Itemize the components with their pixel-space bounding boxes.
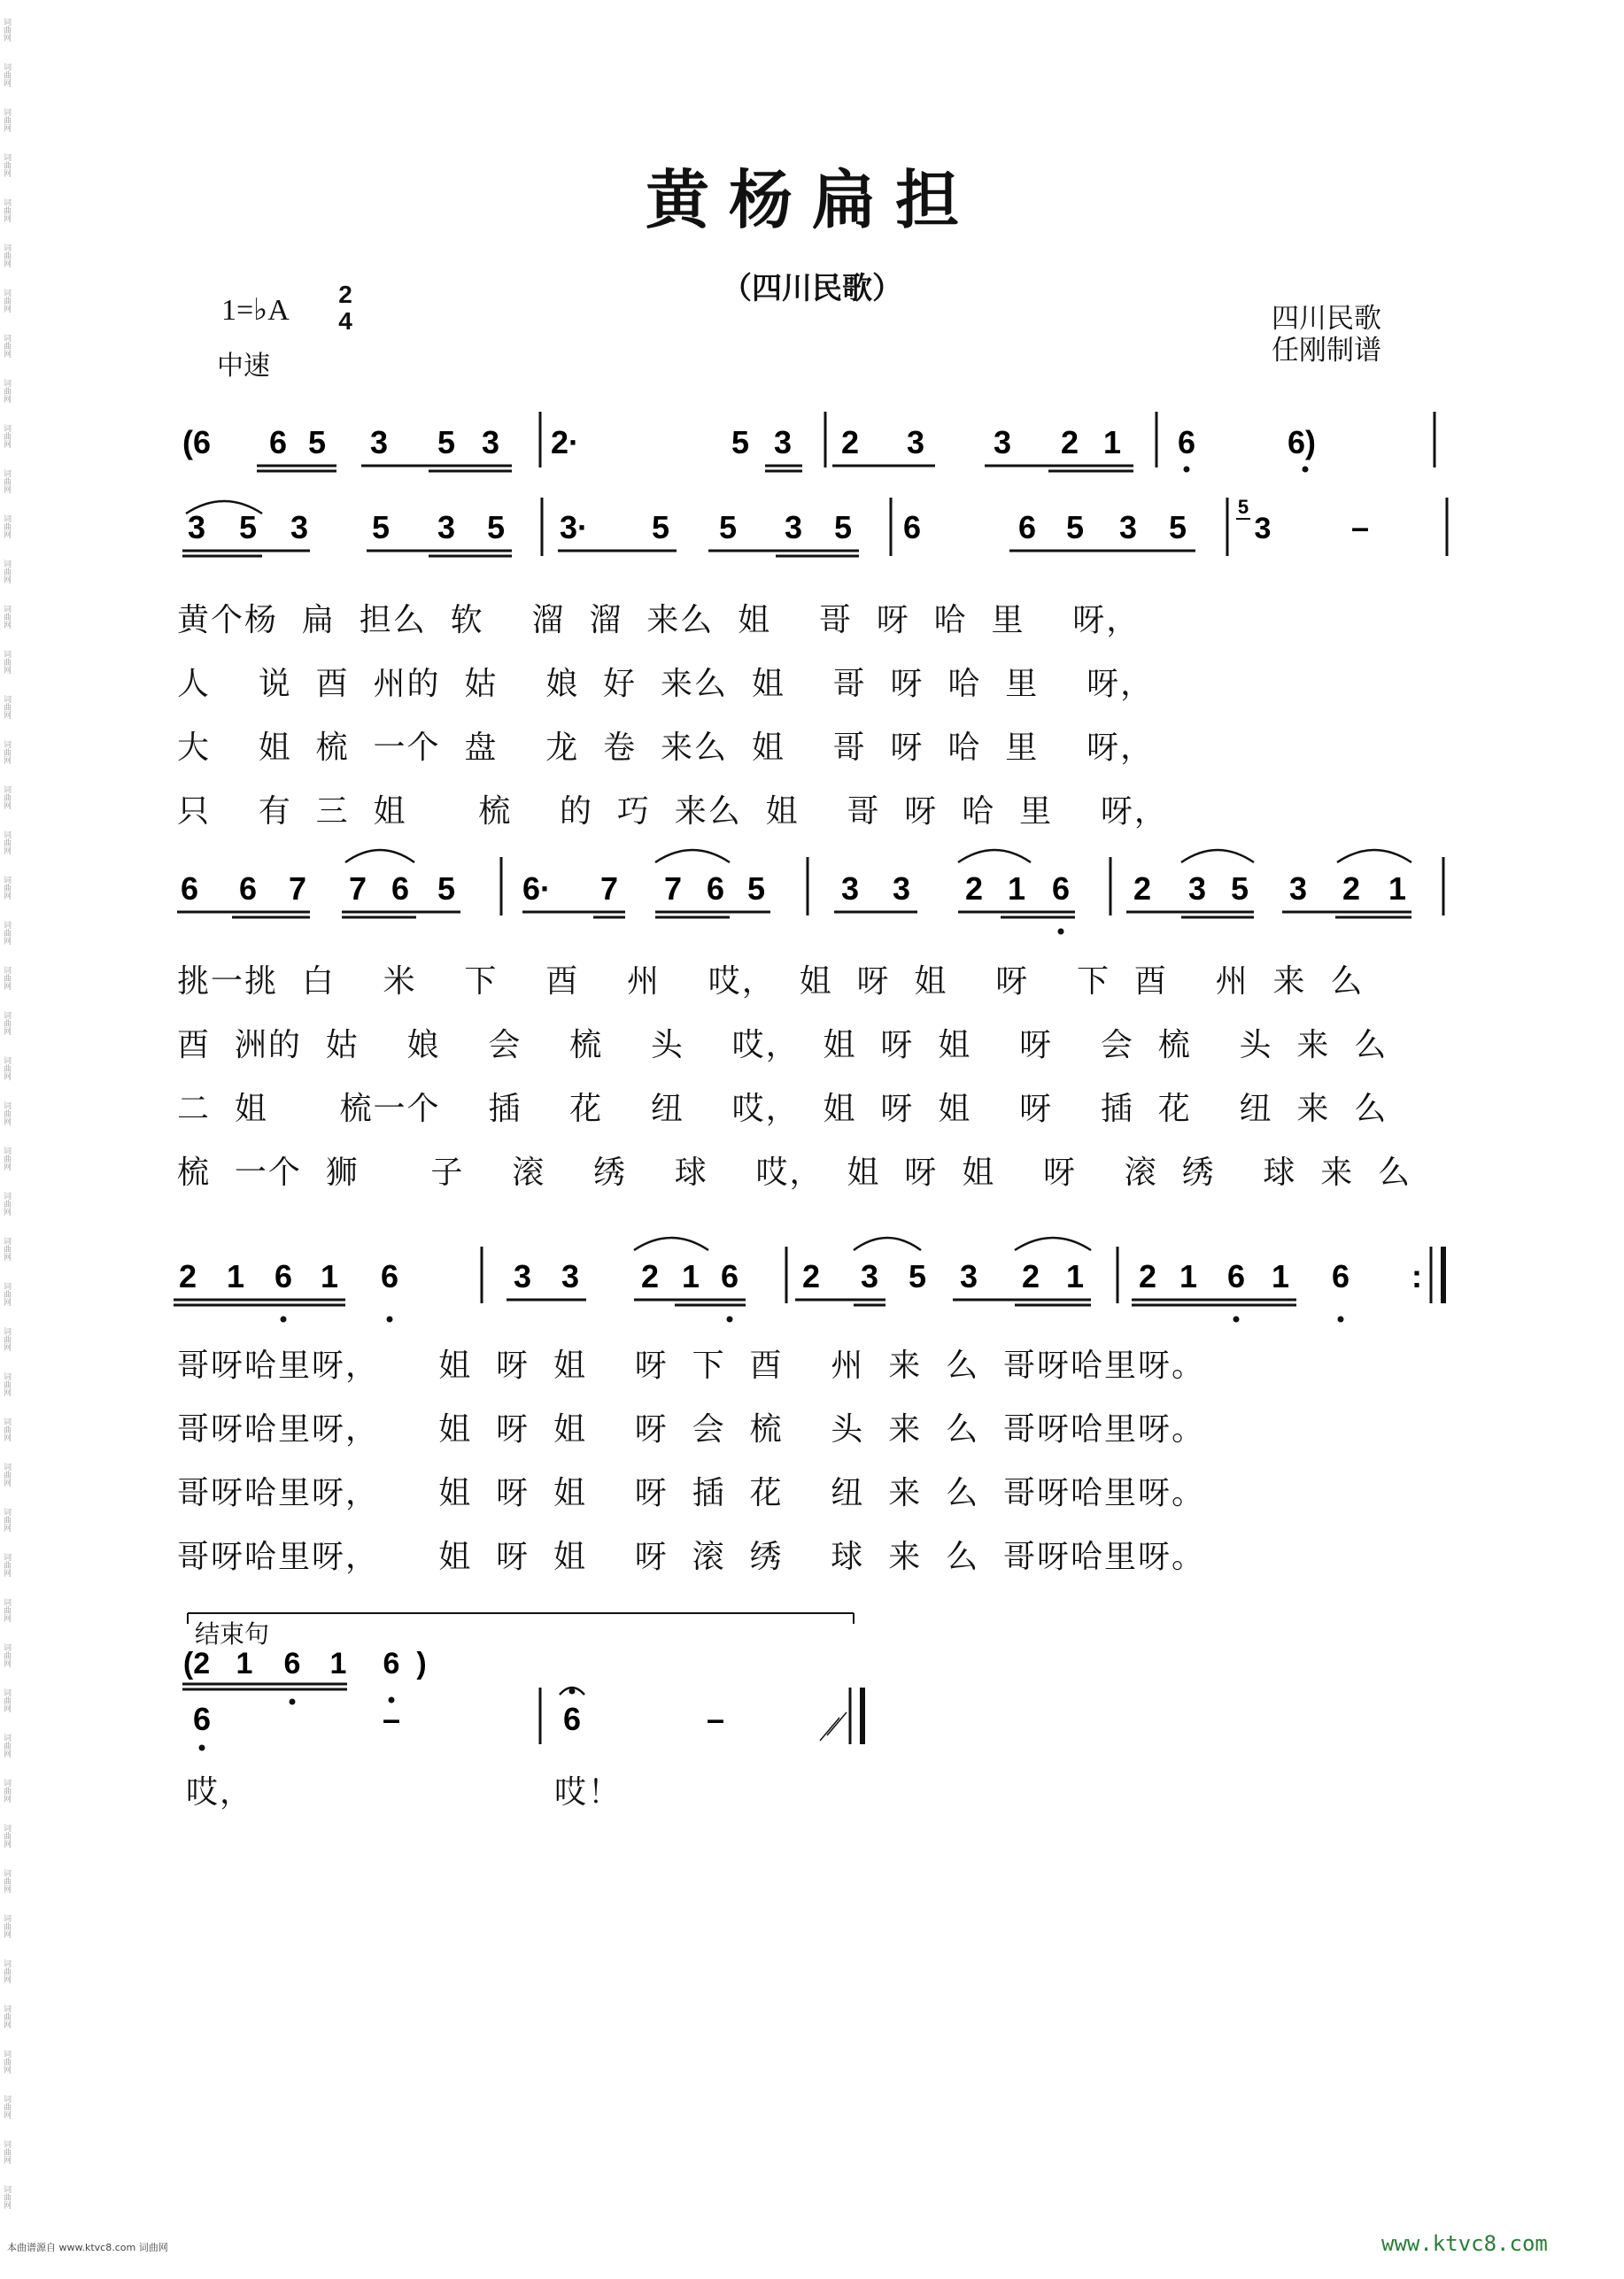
note-row-2: 6 bbox=[1017, 509, 1037, 545]
note-row-2: 5 bbox=[486, 509, 506, 545]
side-watermark-text: 词曲网 bbox=[2, 1372, 11, 1396]
note-row-4: 1 bbox=[681, 1258, 700, 1294]
note-row-3: 6 bbox=[1051, 870, 1071, 907]
note-row-4: 3 bbox=[959, 1258, 978, 1294]
note-row-3: 3 bbox=[1187, 870, 1207, 907]
side-watermark-text: 词曲网 bbox=[2, 1553, 11, 1577]
octave-dot bbox=[281, 1317, 287, 1323]
side-watermark-text: 词曲网 bbox=[2, 1418, 11, 1441]
lyric-verse-b-line-4: 梳 一个 狮 子 滚 绣 球 哎， 姐 呀 姐 呀 滚 绣 球 来 么 bbox=[177, 1155, 1412, 1191]
note-row-1: 2· bbox=[550, 424, 580, 460]
slur-mark bbox=[1015, 1238, 1091, 1250]
side-watermark-text: 词曲网 bbox=[2, 1779, 11, 1803]
note-ending: 6 bbox=[562, 1701, 582, 1737]
note-row-3: 5 bbox=[437, 870, 456, 907]
octave-dot bbox=[199, 1745, 205, 1751]
note-row-1: 5 bbox=[307, 424, 327, 460]
note-row-1: 6 bbox=[268, 424, 288, 460]
note-row-4: 6 bbox=[720, 1258, 739, 1294]
slur-mark bbox=[345, 850, 414, 862]
side-watermark-text: 词曲网 bbox=[2, 921, 11, 945]
side-watermark-text: 词曲网 bbox=[2, 1056, 11, 1080]
lyric-verse-a-line-4: 只 有 三 姐 梳 的 巧 来么 姐 哥 呀 哈 里 呀， bbox=[177, 793, 1168, 830]
note-row-4: 3 bbox=[860, 1258, 879, 1294]
note-ending-paren: (2 bbox=[182, 1647, 211, 1680]
side-watermark-text: 词曲网 bbox=[2, 966, 11, 990]
note-row-3: 2 bbox=[1342, 870, 1361, 907]
lyric-verse-b-line-1: 挑一挑 白 米 下 酉 州 哎， 姐 呀 姐 呀 下 酉 州 来 么 bbox=[177, 963, 1365, 1000]
side-watermark-text: 词曲网 bbox=[2, 18, 11, 42]
note-row-4: 2 bbox=[1021, 1258, 1040, 1294]
side-watermark-text: 词曲网 bbox=[2, 560, 11, 583]
side-watermark-text: 词曲网 bbox=[2, 1643, 11, 1667]
side-watermark-text: 词曲网 bbox=[2, 1101, 11, 1125]
note-row-1: (6 bbox=[182, 424, 212, 460]
lyric-verse-a-line-2: 人 说 酉 州的 姑 娘 好 来么 姐 哥 呀 哈 里 呀， bbox=[177, 666, 1155, 702]
note-row-4: 6 bbox=[1226, 1258, 1246, 1294]
lyric-verse-c-line-4: 哥呀哈里呀， 姐 呀 姐 呀 滚 绣 球 来 么 哥呀哈里呀。 bbox=[177, 1539, 1205, 1575]
octave-dot bbox=[1058, 929, 1064, 935]
credit-arranger: 任刚制谱 bbox=[1272, 335, 1381, 367]
side-watermark-text: 词曲网 bbox=[2, 650, 11, 674]
note-row-3: 3 bbox=[840, 870, 860, 907]
side-watermark-text: 词曲网 bbox=[2, 740, 11, 764]
side-watermark-text: 词曲网 bbox=[2, 1147, 11, 1170]
slur-mark bbox=[854, 1238, 921, 1250]
note-row-2: – bbox=[1350, 509, 1370, 545]
side-watermark-text: 词曲网 bbox=[2, 1869, 11, 1893]
note-row-3: 7 bbox=[288, 870, 307, 907]
slur-mark bbox=[1181, 850, 1254, 862]
side-watermark-text: 词曲网 bbox=[2, 198, 11, 222]
note-ending-paren: ) bbox=[416, 1647, 427, 1680]
ending-lyric-1: 哎， bbox=[186, 1774, 254, 1811]
note-ending: – bbox=[382, 1701, 401, 1737]
footer-source-text: 本曲谱源自 www.ktvc8.com 词曲网 bbox=[7, 2242, 168, 2253]
note-row-2: 6 bbox=[902, 509, 922, 545]
note-row-2: 3 bbox=[1254, 512, 1272, 545]
note-row-4: 1 bbox=[1271, 1258, 1290, 1294]
notation-row-4 bbox=[174, 1238, 1443, 1323]
note-row-4: : bbox=[1411, 1258, 1422, 1294]
note-row-3: 1 bbox=[1007, 870, 1026, 907]
time-signature-top: 2 bbox=[338, 281, 352, 308]
side-watermark-text: 词曲网 bbox=[2, 1282, 11, 1306]
note-ending: 6 bbox=[192, 1701, 212, 1737]
octave-dot bbox=[290, 1699, 296, 1705]
note-row-2: 3 bbox=[1118, 509, 1138, 545]
side-watermark-text: 词曲网 bbox=[2, 243, 11, 267]
note-ending-paren: 6 bbox=[283, 1647, 301, 1680]
note-row-4: 5 bbox=[908, 1258, 927, 1294]
octave-dot bbox=[1338, 1317, 1344, 1323]
note-ending: – bbox=[706, 1701, 725, 1737]
note-row-3: 1 bbox=[1388, 870, 1407, 907]
note-row-1: 3 bbox=[993, 424, 1012, 460]
note-row-4: 3 bbox=[513, 1258, 532, 1294]
note-row-2: 5 bbox=[1168, 509, 1187, 545]
side-watermark-text: 词曲网 bbox=[2, 2095, 11, 2119]
side-watermark-text: 词曲网 bbox=[2, 1598, 11, 1622]
note-row-1: 6) bbox=[1287, 424, 1317, 460]
note-row-3: 6 bbox=[238, 870, 258, 907]
ending-label: 结束句 bbox=[195, 1619, 270, 1649]
credit-origin: 四川民歌 bbox=[1272, 303, 1381, 335]
side-watermark-text: 词曲网 bbox=[2, 379, 11, 403]
end-mark bbox=[820, 1712, 847, 1741]
note-row-2: 3· bbox=[559, 509, 589, 545]
note-row-4: 6 bbox=[380, 1258, 399, 1294]
notation-row-3 bbox=[177, 850, 1443, 935]
note-row-1: 5 bbox=[731, 424, 750, 460]
note-row-4: 1 bbox=[1179, 1258, 1198, 1294]
lyric-verse-a-line-1: 黄个杨 扁 担么 软 溜 溜 来么 姐 哥 呀 哈 里 呀， bbox=[177, 602, 1141, 638]
note-row-4: 2 bbox=[178, 1258, 197, 1294]
side-watermark-text: 词曲网 bbox=[2, 1508, 11, 1532]
tempo-marking: 中速 bbox=[217, 351, 270, 382]
note-row-2: 3 bbox=[187, 509, 206, 545]
slur-mark bbox=[634, 1238, 708, 1250]
song-title: 黄杨扁担 bbox=[645, 162, 978, 237]
lyric-verse-c-line-1: 哥呀哈里呀， 姐 呀 姐 呀 下 酉 州 来 么 哥呀哈里呀。 bbox=[177, 1348, 1205, 1384]
note-row-4: 3 bbox=[561, 1258, 580, 1294]
notation-row-2 bbox=[182, 496, 1447, 556]
slur-mark bbox=[1337, 850, 1411, 862]
note-row-3: 5 bbox=[746, 870, 766, 907]
note-row-1: 1 bbox=[1102, 424, 1122, 460]
side-watermark-text: 词曲网 bbox=[2, 876, 11, 900]
side-watermark-text: 词曲网 bbox=[2, 1192, 11, 1216]
note-row-2: 3 bbox=[290, 509, 309, 545]
note-row-2: 5 bbox=[833, 509, 853, 545]
note-row-3: 2 bbox=[964, 870, 984, 907]
note-row-3: 6 bbox=[391, 870, 410, 907]
note-row-3: 3 bbox=[892, 870, 911, 907]
note-row-2: 5 bbox=[371, 509, 391, 545]
footer-site-logo: www.ktvc8.com bbox=[1381, 2231, 1548, 2256]
side-watermark-text: 词曲网 bbox=[2, 63, 11, 87]
note-row-1: 5 bbox=[437, 424, 456, 460]
fermata-dot bbox=[569, 1688, 576, 1695]
lyric-verse-b-line-3: 二 姐 梳一个 插 花 纽 哎， 姐 呀 姐 呀 插 花 纽 来 么 bbox=[177, 1091, 1388, 1127]
notation-row-1 bbox=[182, 412, 1435, 473]
side-watermark-text: 词曲网 bbox=[2, 108, 11, 132]
side-watermark-text: 词曲网 bbox=[2, 830, 11, 854]
side-watermark-text: 词曲网 bbox=[2, 1463, 11, 1487]
side-watermark-text: 词曲网 bbox=[2, 1688, 11, 1712]
note-row-1: 3 bbox=[773, 424, 793, 460]
note-ending-paren: 1 bbox=[236, 1647, 253, 1680]
note-row-4: 1 bbox=[226, 1258, 245, 1294]
notation-row-ending bbox=[193, 1688, 862, 1751]
side-watermark-text: 词曲网 bbox=[2, 289, 11, 313]
note-row-4: 6 bbox=[1331, 1258, 1350, 1294]
note-row-1: 6 bbox=[1177, 424, 1196, 460]
octave-dot bbox=[1303, 467, 1309, 473]
note-row-4: 2 bbox=[640, 1258, 660, 1294]
side-watermark-text: 词曲网 bbox=[2, 1914, 11, 1938]
note-ending-paren: 6 bbox=[383, 1647, 400, 1680]
lyric-verse-c-line-3: 哥呀哈里呀， 姐 呀 姐 呀 插 花 纽 来 么 哥呀哈里呀。 bbox=[177, 1475, 1205, 1511]
note-ending-paren: 1 bbox=[329, 1647, 347, 1680]
note-row-3: 2 bbox=[1133, 870, 1152, 907]
side-watermark-text: 词曲网 bbox=[2, 1959, 11, 1983]
octave-dot bbox=[387, 1317, 393, 1323]
note-row-1: 3 bbox=[481, 424, 500, 460]
note-row-3: 6· bbox=[522, 870, 552, 907]
side-watermark-text: 词曲网 bbox=[2, 1237, 11, 1261]
note-row-3: 6 bbox=[180, 870, 199, 907]
octave-dot bbox=[727, 1317, 733, 1323]
side-watermark-text: 词曲网 bbox=[2, 1734, 11, 1758]
note-row-3: 7 bbox=[348, 870, 367, 907]
note-row-1: 2 bbox=[840, 424, 860, 460]
note-row-3: 7 bbox=[663, 870, 683, 907]
note-row-4: 1 bbox=[1065, 1258, 1085, 1294]
side-watermark-text: 词曲网 bbox=[2, 424, 11, 448]
note-row-1: 3 bbox=[906, 424, 925, 460]
side-watermark-text: 词曲网 bbox=[2, 2050, 11, 2074]
note-row-3: 3 bbox=[1288, 870, 1308, 907]
note-row-2: 5 bbox=[1065, 509, 1085, 545]
note-row-2: 5 bbox=[651, 509, 670, 545]
time-signature-bottom: 4 bbox=[338, 307, 352, 335]
slur-mark bbox=[655, 850, 730, 862]
grace-note: 5 bbox=[1237, 496, 1249, 518]
note-row-2: 5 bbox=[718, 509, 738, 545]
ending-lyric-2: 哎！ bbox=[554, 1774, 623, 1811]
side-watermark-text: 词曲网 bbox=[2, 2005, 11, 2028]
octave-dot bbox=[1184, 467, 1190, 473]
note-row-1: 2 bbox=[1060, 424, 1079, 460]
side-watermark-text: 词曲网 bbox=[2, 1824, 11, 1848]
note-row-4: 6 bbox=[274, 1258, 293, 1294]
note-row-2: 5 bbox=[238, 509, 258, 545]
note-row-2: 3 bbox=[784, 509, 803, 545]
note-row-4: 2 bbox=[1138, 1258, 1157, 1294]
note-row-4: 1 bbox=[320, 1258, 339, 1294]
note-row-3: 7 bbox=[599, 870, 619, 907]
notation-row-ending-paren bbox=[182, 1613, 854, 1705]
side-watermark-text: 词曲网 bbox=[2, 1327, 11, 1351]
octave-dot bbox=[1233, 1317, 1240, 1323]
note-row-4: 2 bbox=[801, 1258, 821, 1294]
note-row-3: 6 bbox=[706, 870, 725, 907]
side-watermark-text: 词曲网 bbox=[2, 153, 11, 177]
side-watermark-text: 词曲网 bbox=[2, 695, 11, 719]
side-watermark-text: 词曲网 bbox=[2, 785, 11, 809]
key-signature: 1=♭A bbox=[221, 294, 290, 327]
side-watermark-text: 词曲网 bbox=[2, 2140, 11, 2164]
lyric-verse-b-line-2: 酉 洲的 姑 娘 会 梳 头 哎， 姐 呀 姐 呀 会 梳 头 来 么 bbox=[177, 1027, 1388, 1063]
note-row-3: 5 bbox=[1230, 870, 1249, 907]
note-row-1: 3 bbox=[369, 424, 389, 460]
side-watermark-text: 词曲网 bbox=[2, 605, 11, 629]
lyric-verse-a-line-3: 大 姐 梳 一个 盘 龙 卷 来么 姐 哥 呀 哈 里 呀， bbox=[177, 730, 1155, 766]
note-row-2: 3 bbox=[437, 509, 456, 545]
side-watermark-text: 词曲网 bbox=[2, 1011, 11, 1035]
slur-mark bbox=[958, 850, 1031, 862]
side-watermark-text: 词曲网 bbox=[2, 514, 11, 538]
side-watermark-text: 词曲网 bbox=[2, 2185, 11, 2209]
lyric-verse-c-line-2: 哥呀哈里呀， 姐 呀 姐 呀 会 梳 头 来 么 哥呀哈里呀。 bbox=[177, 1411, 1205, 1448]
song-subtitle: （四川民歌） bbox=[722, 271, 902, 306]
side-watermark-text: 词曲网 bbox=[2, 334, 11, 358]
side-watermark-text: 词曲网 bbox=[2, 469, 11, 493]
